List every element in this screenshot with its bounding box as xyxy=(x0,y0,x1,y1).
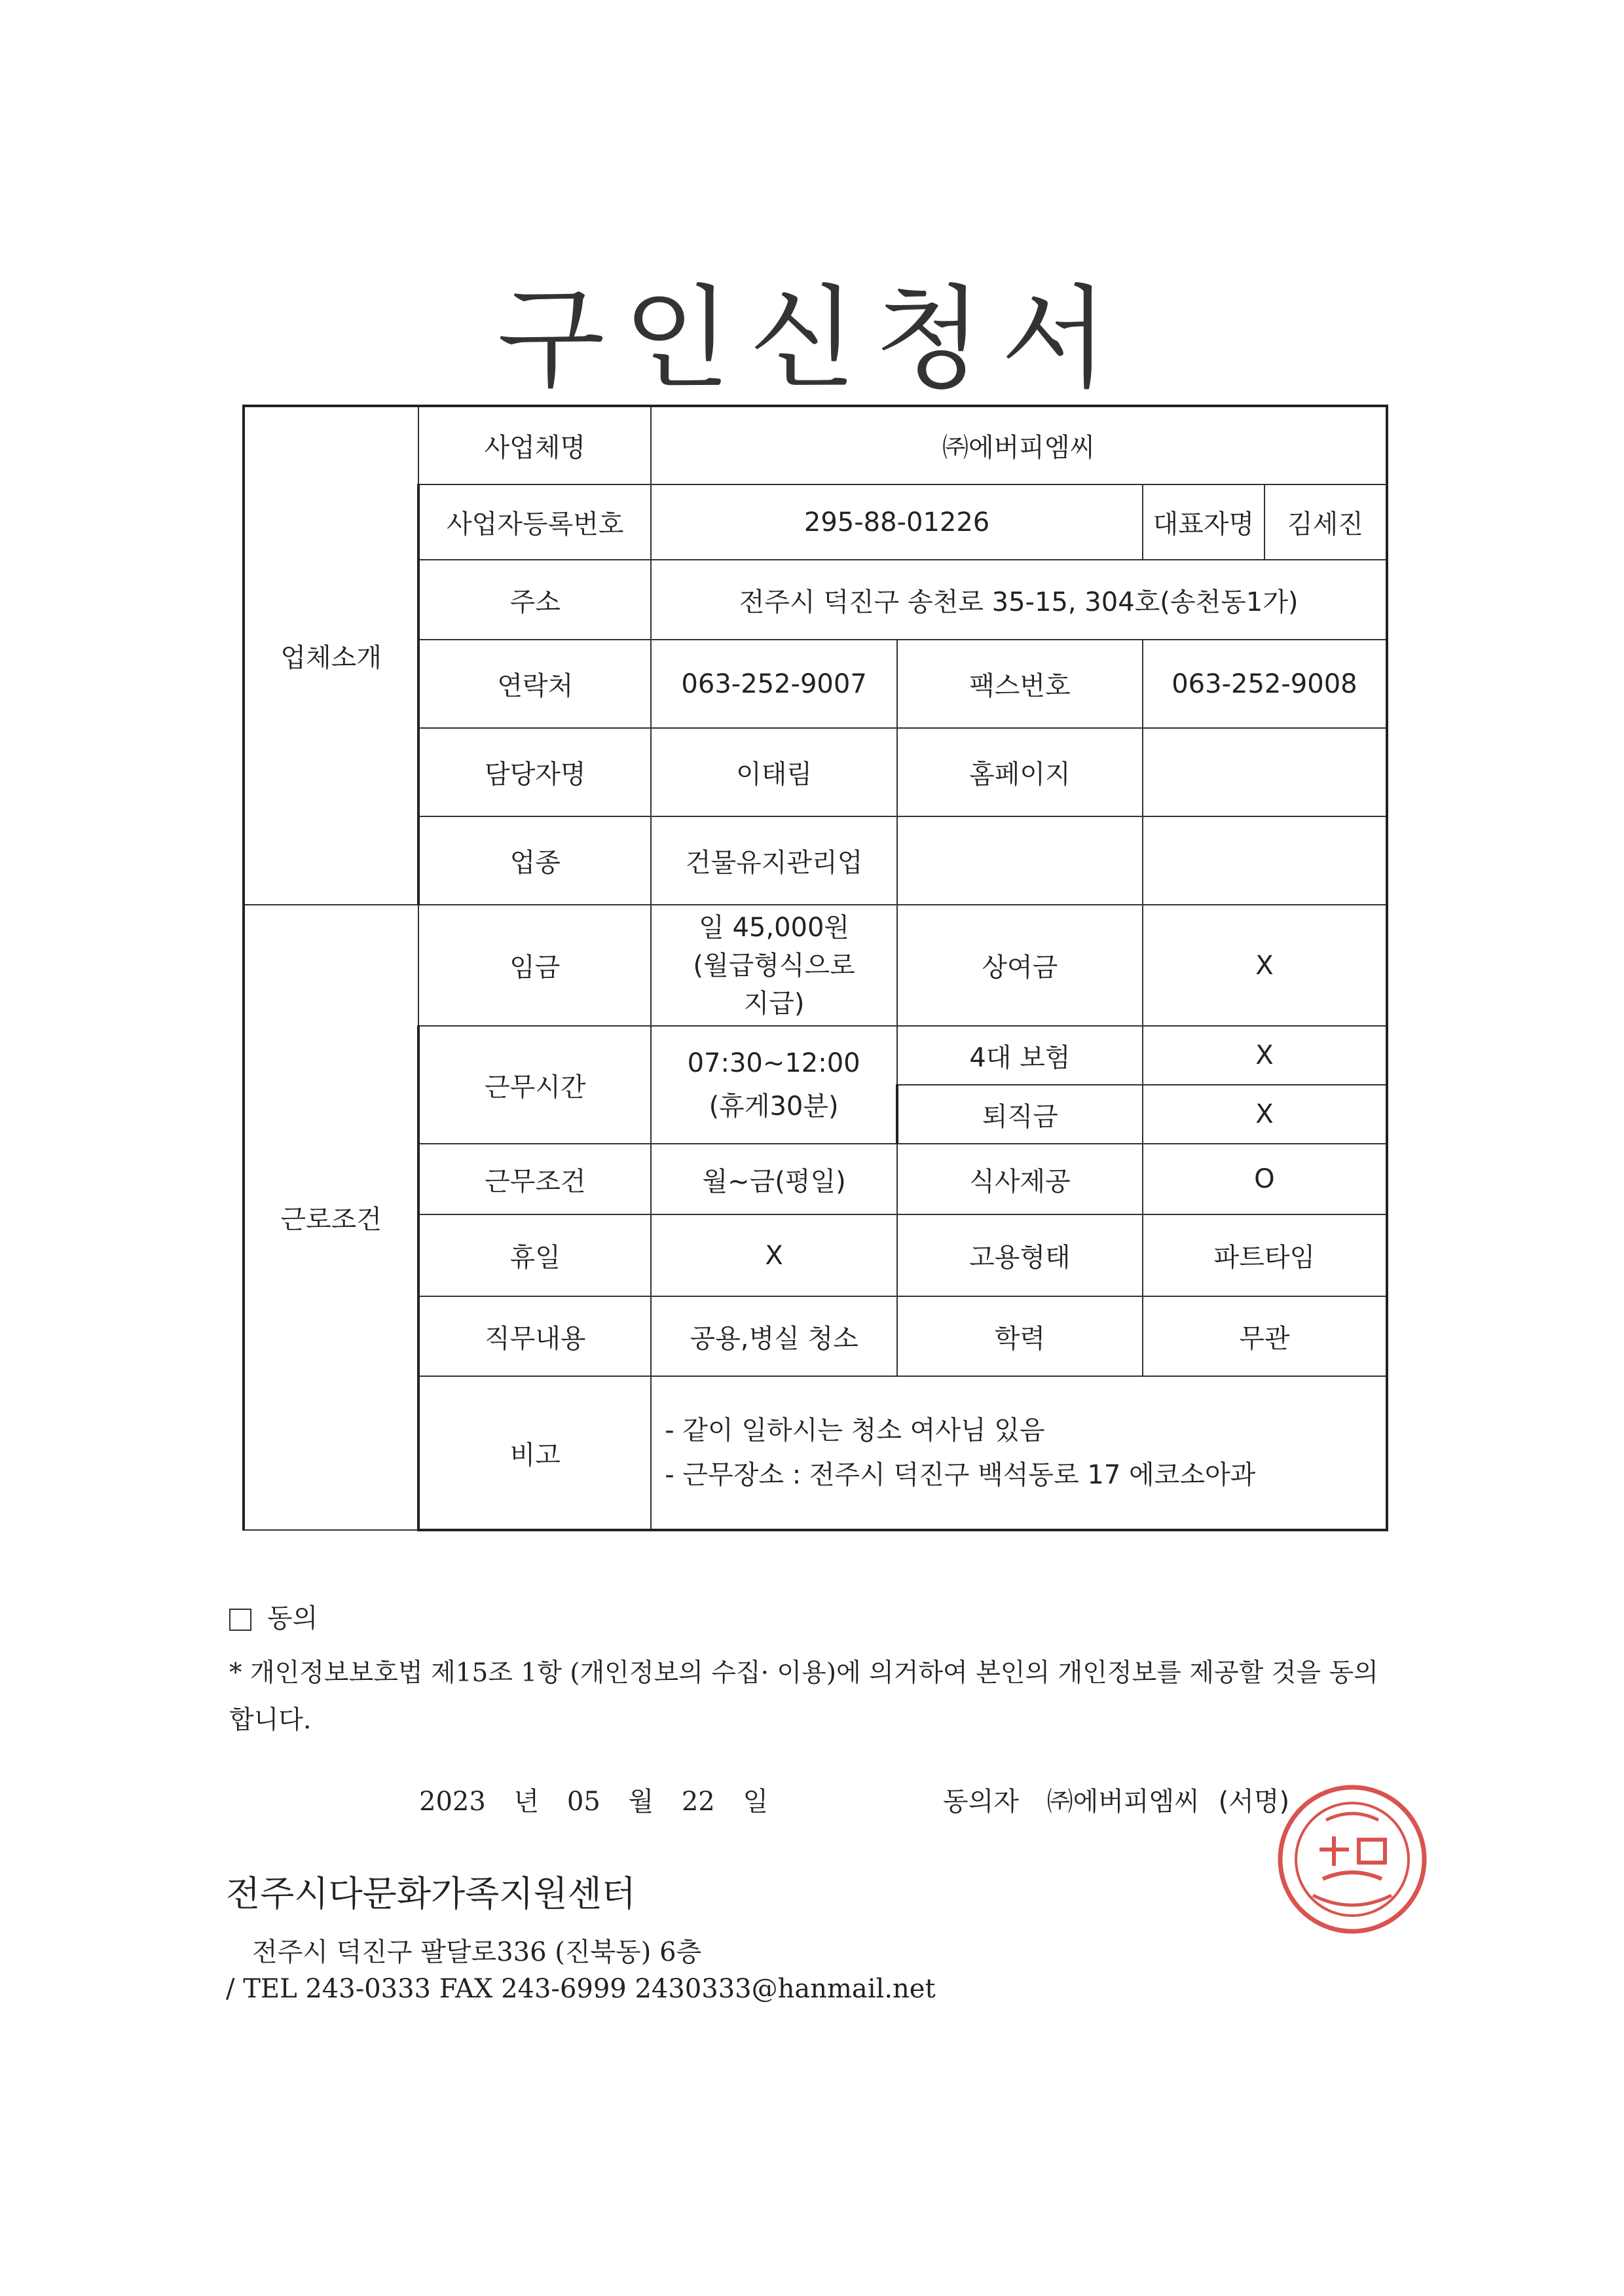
hours-value xyxy=(651,1026,897,1144)
severance-label: 퇴직금 xyxy=(897,1085,1143,1144)
remarks-line: - 같이 일하시는 청소 여사님 있음 xyxy=(665,1415,1045,1446)
duty-value: 공용,병실 청소 xyxy=(651,1296,897,1376)
document-title: 구인신청서 xyxy=(497,274,1127,404)
fax-value: 063-252-9008 xyxy=(1143,640,1387,728)
hours-line: 07:30~12:00 xyxy=(687,1048,860,1078)
company-name-label: 사업체명 xyxy=(418,406,651,484)
consent-row xyxy=(229,1597,318,1635)
severance-value: X xyxy=(1143,1085,1387,1144)
industry-value: 건물유지관리업 xyxy=(651,816,897,905)
reg-no-label: 사업자등록번호 xyxy=(418,484,651,560)
address-label: 주소 xyxy=(418,560,651,640)
section-company: 업체소개 xyxy=(244,406,418,905)
center-address: 전주시 덕진구 팔달로336 (진북동) 6층 xyxy=(252,1937,702,1967)
insurance-value: X xyxy=(1143,1026,1387,1085)
date xyxy=(419,1781,788,1818)
center-contact: / TEL 243-0333 FAX 243-6999 2430333@hanmail.net xyxy=(226,1974,936,2004)
holiday-value: X xyxy=(651,1214,897,1296)
company-name-value: ㈜에버피엠씨 xyxy=(651,406,1387,484)
phone-value: 063-252-9007 xyxy=(651,640,897,728)
section-remarks: 비고 xyxy=(418,1376,651,1530)
bonus-label: 상여금 xyxy=(897,905,1143,1026)
bonus-value: X xyxy=(1143,905,1387,1026)
consent-label: 동의 xyxy=(267,1603,318,1633)
consent-checkbox[interactable] xyxy=(229,1609,251,1631)
meal-value: O xyxy=(1143,1144,1387,1214)
ceo-label-ceo-value xyxy=(1143,484,1387,560)
job-application-table xyxy=(242,405,1388,1531)
company-seal-icon xyxy=(1274,1781,1431,1938)
wage-label: 임금 xyxy=(418,905,651,1026)
education-value: 무관 xyxy=(1143,1296,1387,1376)
hours-label: 근무시간 xyxy=(418,1026,651,1144)
workdays-label: 근무조건 xyxy=(418,1144,651,1214)
remarks-value xyxy=(651,1376,1387,1530)
employment-value: 파트타임 xyxy=(1143,1214,1387,1296)
manager-label: 담당자명 xyxy=(418,728,651,816)
insurance-label: 4대 보험 xyxy=(897,1026,1143,1085)
date-day-unit: 일 xyxy=(743,1787,769,1817)
ceo-value: 김세진 xyxy=(1287,509,1363,539)
date-year-unit: 년 xyxy=(513,1787,540,1817)
consenter-sign: (서명) xyxy=(1218,1787,1290,1817)
empty-cell xyxy=(1143,816,1387,905)
date-month-unit: 월 xyxy=(628,1787,654,1817)
duty-label: 직무내용 xyxy=(418,1296,651,1376)
homepage-value xyxy=(1143,728,1387,816)
address-value: 전주시 덕진구 송천로 35-15, 304호(송천동1가) xyxy=(651,560,1387,640)
fax-label: 팩스번호 xyxy=(897,640,1143,728)
meal-label: 식사제공 xyxy=(897,1144,1143,1214)
center-name: 전주시다문화가족지원센터 xyxy=(226,1873,636,1914)
consent-note: * 개인정보보호법 제15조 1항 (개인정보의 수집· 이용)에 의거하여 본인의 개인정보를 제공할 것을 동의 합니다. xyxy=(229,1658,1378,1735)
consenter-name: ㈜에버피엠씨 xyxy=(1046,1787,1200,1817)
date-year: 2023 xyxy=(419,1787,486,1817)
consenter xyxy=(943,1781,1289,1818)
empty-cell xyxy=(897,816,1143,905)
workdays-value: 월~금(평일) xyxy=(651,1144,897,1214)
wage-line: 지급) xyxy=(743,988,805,1019)
date-day: 22 xyxy=(681,1787,715,1817)
holiday-label: 휴일 xyxy=(418,1214,651,1296)
consenter-label: 동의자 xyxy=(943,1787,1019,1817)
hours-line: (휴게30분) xyxy=(709,1091,839,1121)
reg-no-value: 295-88-01226 xyxy=(651,484,1143,560)
remarks-line: - 근무장소 : 전주시 덕진구 백석동로 17 에코소아과 xyxy=(665,1460,1256,1490)
wage-line: 일 45,000원 xyxy=(699,912,850,943)
employment-label: 고용형태 xyxy=(897,1214,1143,1296)
wage-value xyxy=(651,905,897,1026)
section-conditions: 근로조건 xyxy=(244,905,418,1530)
industry-label: 업종 xyxy=(418,816,651,905)
wage-line: (월급형식으로 xyxy=(693,950,855,981)
date-month: 05 xyxy=(566,1787,600,1817)
education-label: 학력 xyxy=(897,1296,1143,1376)
homepage-label: 홈페이지 xyxy=(897,728,1143,816)
ceo-label: 대표자명 xyxy=(1143,485,1265,559)
phone-label: 연락처 xyxy=(418,640,651,728)
manager-value: 이태림 xyxy=(651,728,897,816)
